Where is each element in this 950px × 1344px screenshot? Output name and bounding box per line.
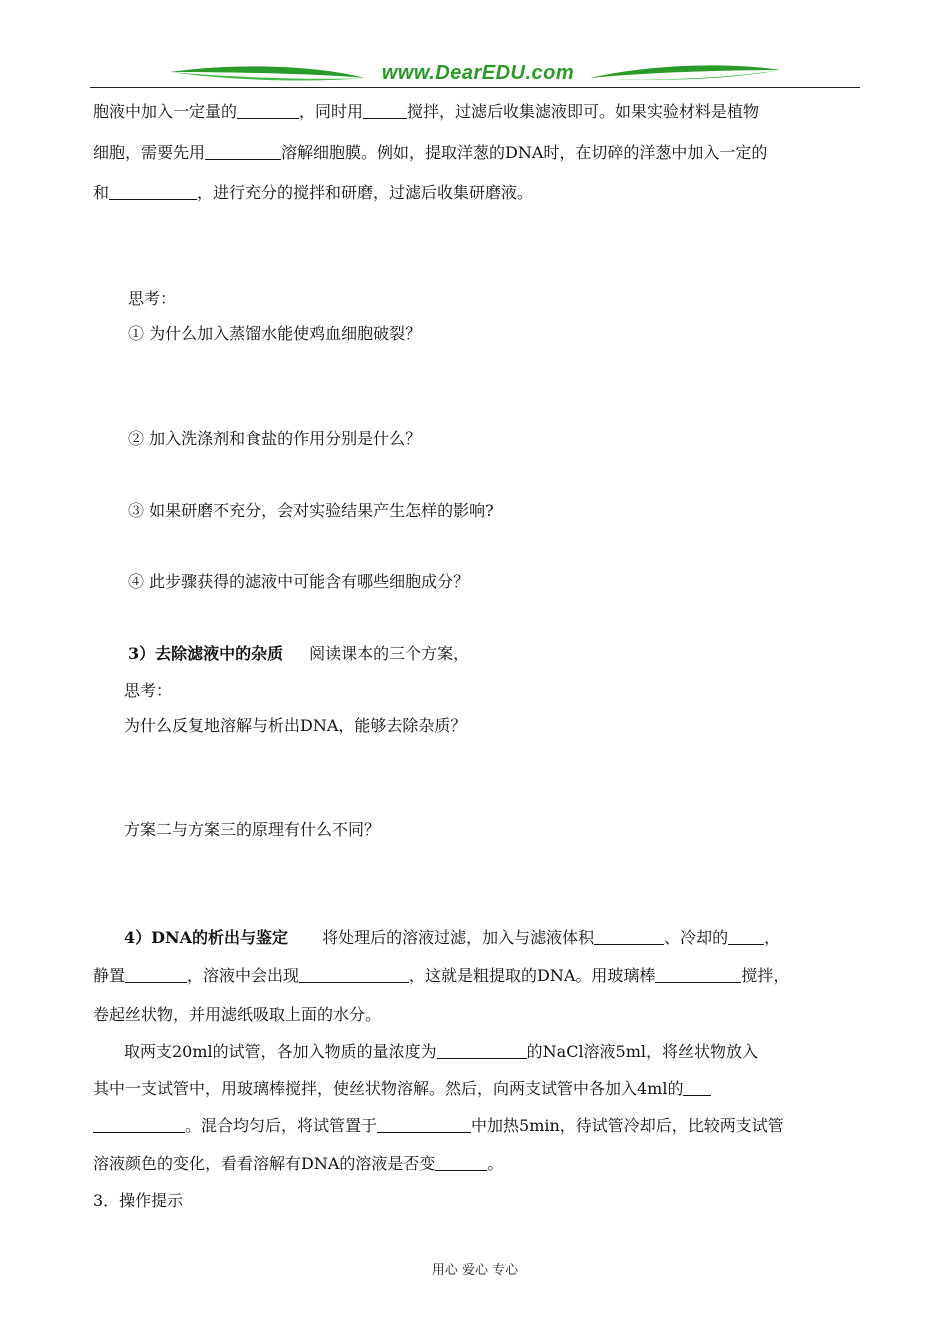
fill-blank[interactable] [655,966,741,983]
section3-question-2: 方案二与方案三的原理有什么不同？ [124,820,381,839]
text: 溶液颜色的变化，看看溶解有DNA的溶液是否变 [93,1154,436,1173]
text: ，这就是粗提取的DNA。用玻璃棒 [409,966,656,985]
text: ，溶液中会出现 [187,966,300,985]
text: 。 [487,1154,504,1173]
question-3: ③ 如果研磨不充分，会对实验结果产生怎样的影响? [128,501,494,520]
text: 中加热5min，待试管冷却后，比较两支试管 [471,1116,784,1135]
think-label: 思考： [128,289,177,308]
fill-blank[interactable] [437,1042,527,1059]
fill-blank[interactable] [683,1079,711,1096]
section4-line2 [93,965,789,987]
text: 静置 [93,966,126,985]
section-operation-tips-heading: 3．操作提示 [93,1191,184,1210]
text: ，进行充分的搅拌和研磨，过滤后收集研磨液。 [197,183,534,202]
section3-question-1: 为什么反复地溶解与析出DNA，能够去除杂质？ [124,716,467,735]
text: 的NaCl溶液5ml，将丝状物放入 [526,1042,759,1061]
text: 细胞，需要先用 [93,143,206,162]
fill-blank[interactable] [205,143,281,160]
text: ， [764,928,781,947]
fill-blank[interactable] [363,102,407,119]
paragraph1-line3 [93,182,533,204]
fill-blank[interactable] [594,928,664,945]
text: 和 [93,183,110,202]
fill-blank[interactable] [125,966,187,983]
section4-line1 [124,927,780,949]
fill-blank[interactable] [377,1116,471,1133]
question-2: ② 加入洗涤剂和食盐的作用分别是什么？ [128,429,422,448]
section3-think-label: 思考： [124,681,173,700]
text: 胞液中加入一定量的 [93,102,238,121]
fill-blank[interactable] [93,1116,185,1133]
text: ，同时用 [299,102,364,121]
paragraph1-line1 [93,101,759,123]
text: 。混合均匀后，将试管置于 [185,1116,378,1135]
text: 取两支20ml的试管，各加入物质的量浓度为 [124,1042,437,1061]
text: 、冷却的 [664,928,729,947]
question-1: ① 为什么加入蒸馏水能使鸡血细胞破裂？ [128,324,422,343]
fill-blank[interactable] [435,1154,487,1171]
section3-heading-line [128,643,469,665]
section4-p2-line3 [93,1115,784,1137]
section3-heading: 3）去除滤液中的杂质 [128,644,284,663]
paragraph1-line2 [93,142,767,164]
text: 将处理后的溶液过滤，加入与滤液体积 [322,928,595,947]
question-4: ④ 此步骤获得的滤液中可能含有哪些细胞成分？ [128,572,470,591]
section4-p2-line1 [124,1041,758,1063]
site-logo-text: www.DearEDU.com [381,62,575,84]
section4-p2-line4 [93,1153,503,1175]
text: 搅拌， [741,966,790,985]
section4-line3: 卷起丝状物，并用滤纸吸取上面的水分。 [93,1005,382,1024]
header-banner [90,58,860,92]
text: 溶解细胞膜。例如，提取洋葱的DNA时，在切碎的洋葱中加入一定的 [281,143,768,162]
section3-text: 阅读课本的三个方案， [309,644,470,663]
section4-p2-line2 [93,1078,711,1100]
fill-blank[interactable] [109,183,197,200]
fill-blank[interactable] [728,928,764,945]
section4-heading: 4）DNA的析出与鉴定 [124,928,289,947]
page-footer: 用心 爱心 专心 [431,1263,519,1278]
fill-blank[interactable] [237,102,299,119]
text: 其中一支试管中，用玻璃棒搅拌，使丝状物溶解。然后，向两支试管中各加入4ml的 [93,1079,684,1098]
text: 搅拌，过滤后收集滤液即可。如果实验材料是植物 [407,102,760,121]
header-rule [90,87,860,88]
fill-blank[interactable] [299,966,409,983]
